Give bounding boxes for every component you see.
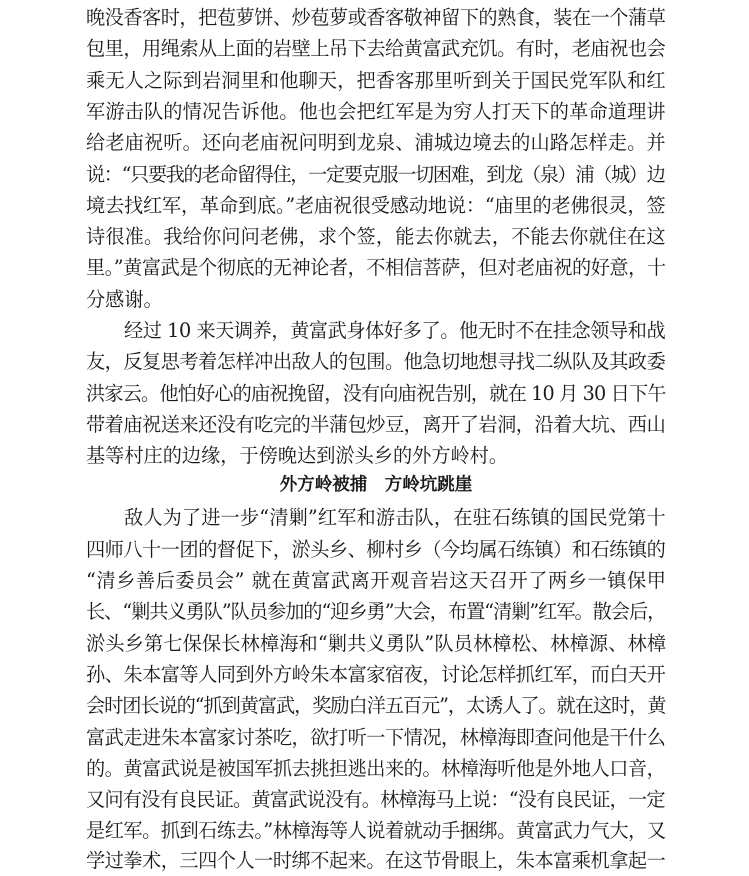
text-line: 洪家云。他怕好心的庙祝挽留，没有向庙祝告别，就在 10 月 30 日下午 <box>86 382 666 405</box>
text-line: 会时团长说的“抓到黄富武，奖励白洋五百元”，太诱人了。就在这时，黄 <box>86 694 666 717</box>
text-line: 淤头乡第七保保长林樟海和“剿共义勇队”队员林樟松、林樟源、林樟 <box>86 632 667 655</box>
text-line: 经过 10 来天调养，黄富武身体好多了。他无时不在挂念领导和战 <box>124 319 666 342</box>
text-line: 长、“剿共义勇队”队员参加的“迎乡勇”大会，布置“清剿”红军。散会后， <box>86 600 666 623</box>
text-line: 里。”黄富武是个彻底的无神论者，不相信菩萨，但对老庙祝的好意，十 <box>86 256 666 279</box>
text-line: 敌人为了进一步“清剿”红军和游击队，在驻石练镇的国民党第十 <box>124 506 666 529</box>
text-line: 学过拳术，三四个人一时绑不起来。在这节骨眼上，朱本富乘机拿起一 <box>86 849 666 872</box>
text-line: 友，反复思考着怎样冲出敌人的包围。他急切地想寻找二纵队及其政委 <box>86 350 666 373</box>
text-line: 诗很准。我给你问问老佛，求个签，能去你就去，不能去你就住在这 <box>86 225 666 248</box>
text-line: 军游击队的情况告诉他。他也会把红军是为穷人打天下的革命道理讲 <box>86 100 666 123</box>
text-line: 分感谢。 <box>86 288 163 311</box>
text-line: 基等村庄的边缘，于傍晚达到淤头乡的外方岭村。 <box>86 444 509 467</box>
section-heading: 外方岭被捕 方岭坑跳崖 <box>279 475 473 495</box>
text-line: 说：“只要我的老命留得住，一定要克服一切困难，到龙（泉）浦（城）边 <box>86 163 665 186</box>
text-line: 四师八十一团的督促下，淤头乡、柳村乡（今均属石练镇）和石练镇的 <box>86 538 666 561</box>
text-line: 包里，用绳索从上面的岩壁上吊下去给黄富武充饥。有时，老庙祝也会 <box>86 37 666 60</box>
text-line: 境去找红军，革命到底。”老庙祝很受感动地说：“庙里的老佛很灵，签 <box>86 194 666 217</box>
text-line: 的。黄富武说是被国军抓去挑担逃出来的。林樟海听他是外地人口音， <box>86 757 666 780</box>
text-line: 富武走进朱本富家讨茶吃，欲打听一下情况，林樟海即查问他是干什么 <box>86 726 666 749</box>
text-line: 乘无人之际到岩洞里和他聊天，把香客那里听到关于国民党军队和红 <box>86 69 666 92</box>
text-line: 带着庙祝送来还没有吃完的半蒲包炒豆，离开了岩洞，沿着大坑、西山 <box>86 413 666 436</box>
text-line: 给老庙祝听。还向老庙祝问明到龙泉、浦城边境去的山路怎样走。并 <box>86 131 666 154</box>
text-line: “清乡善后委员会” 就在黄富武离开观音岩这天召开了两乡一镇保甲 <box>86 569 667 592</box>
text-line: 孙、朱本富等人同到外方岭朱本富家宿夜，讨论怎样抓红军，而白天开 <box>86 663 666 686</box>
text-line: 晚没香客时，把苞萝饼、炒苞萝或香客敬神留下的熟食，装在一个蒲草 <box>86 6 666 29</box>
text-line: 又问有没有良民证。黄富武说没有。林樟海马上说：“没有良民证，一定 <box>86 788 665 811</box>
text-line: 是红军。抓到石练去。”林樟海等人说着就动手捆绑。黄富武力气大，又 <box>86 819 666 842</box>
